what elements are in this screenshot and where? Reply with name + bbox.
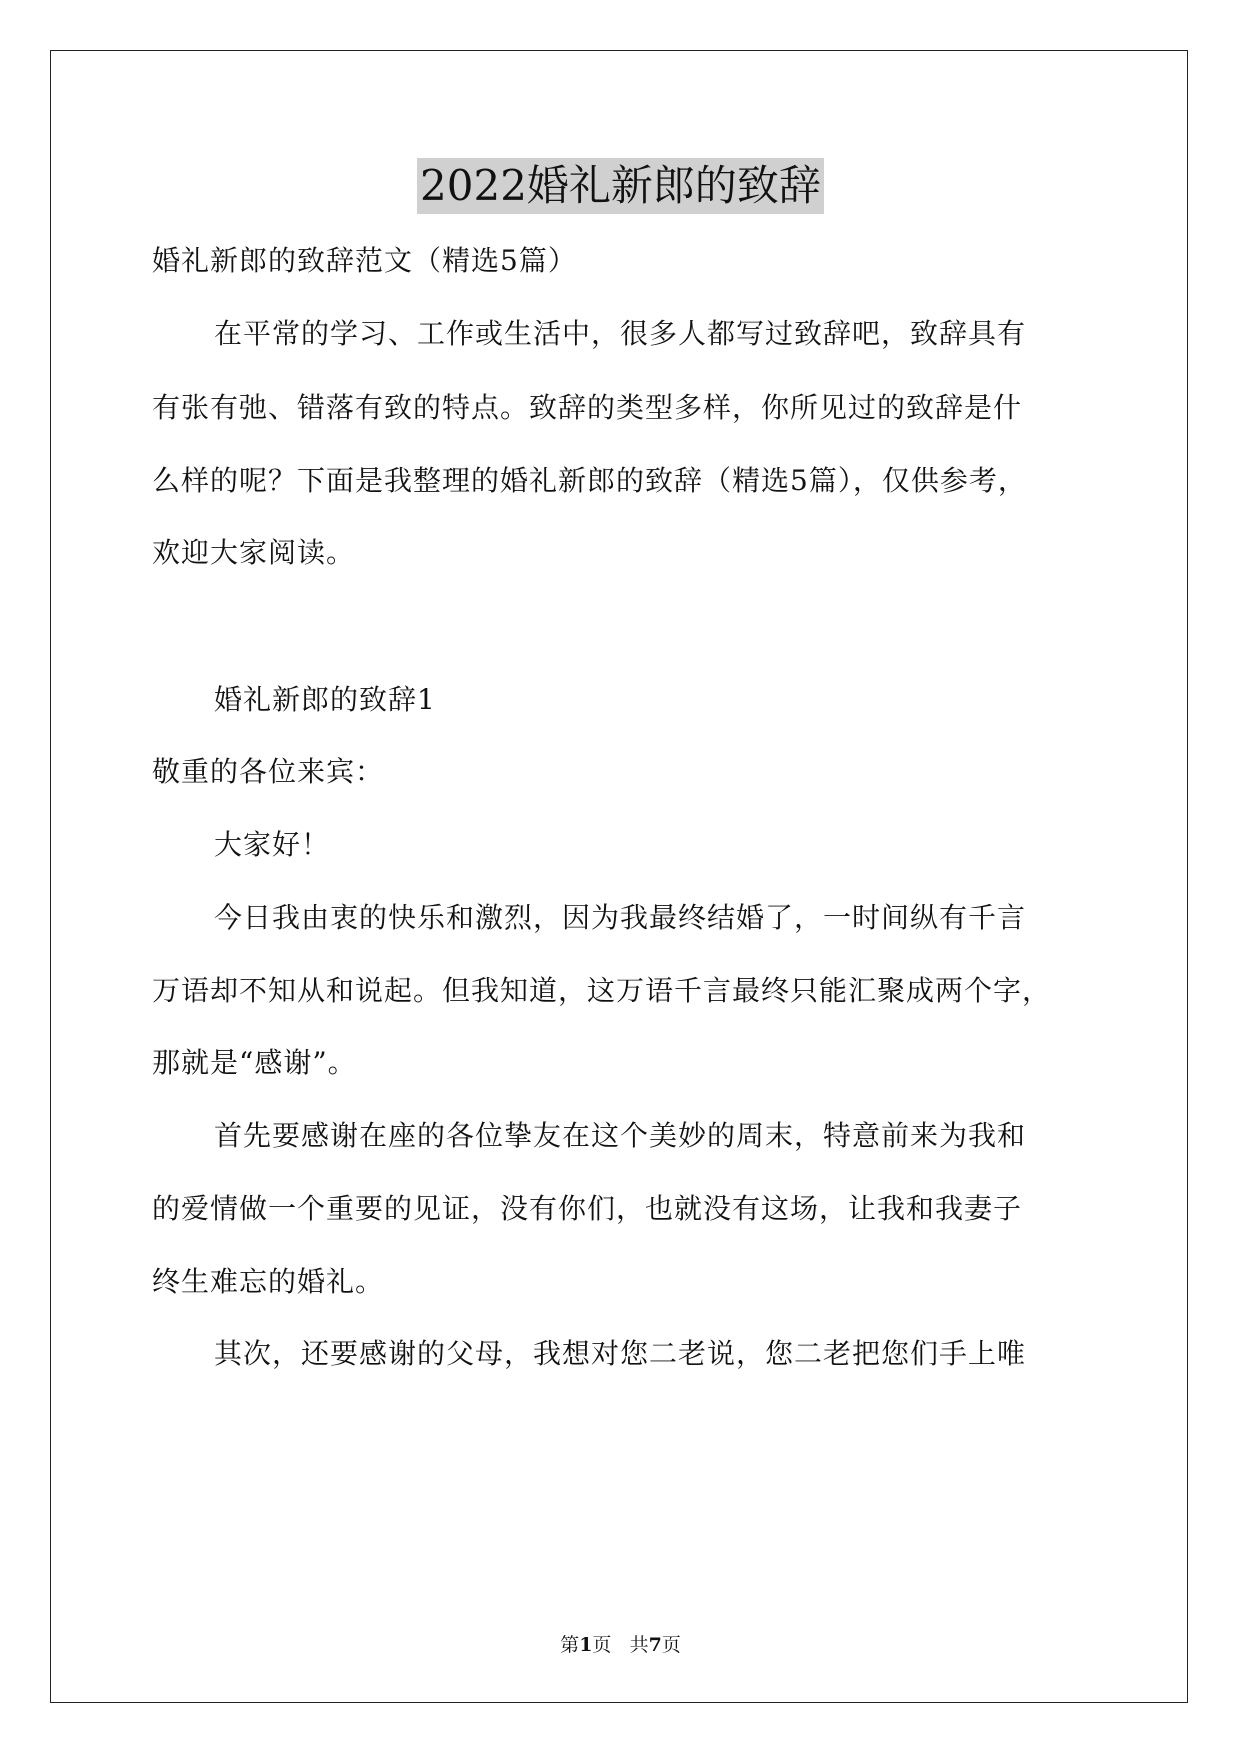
document-title: 2022婚礼新郎的致辞: [417, 158, 824, 214]
section-heading: 婚礼新郎的致辞1: [214, 683, 436, 716]
salutation-line: 敬重的各位来宾：: [152, 755, 385, 788]
total-suffix: 页: [661, 1634, 681, 1656]
paragraph-line: 万语却不知从和说起。但我知道，这万语千言最终只能汇聚成两个字，: [152, 974, 1052, 1007]
page-footer: [0, 1633, 1241, 1657]
paragraph-line: 那就是“感谢”。: [152, 1046, 357, 1079]
paragraph-line: 欢迎大家阅读。: [152, 536, 356, 569]
page-suffix: 页: [592, 1634, 612, 1656]
paragraph-line: 在平常的学习、工作或生活中，很多人都写过致辞吧，致辞具有: [214, 317, 1027, 350]
total-prefix: 共: [629, 1634, 649, 1656]
subtitle-line: 婚礼新郎的致辞范文（精选5篇）: [152, 244, 577, 277]
greeting-line: 大家好！: [214, 828, 331, 861]
paragraph-line: 么样的呢？下面是我整理的婚礼新郎的致辞（精选5篇），仅供参考，: [152, 464, 1027, 497]
paragraph-line: 其次，还要感谢的父母，我想对您二老说，您二老把您们手上唯: [214, 1337, 1027, 1370]
total-pages: 7: [648, 1634, 662, 1656]
page-number: 1: [579, 1634, 593, 1656]
paragraph-line: 的爱情做一个重要的见证，没有你们，也就没有这场，让我和我妻子: [152, 1192, 1023, 1225]
page-prefix: 第: [560, 1634, 580, 1656]
title-block: [0, 158, 1241, 214]
paragraph-line: 有张有弛、错落有致的特点。致辞的类型多样，你所见过的致辞是什: [152, 391, 1023, 424]
paragraph-line: 今日我由衷的快乐和激烈，因为我最终结婚了，一时间纵有千言: [214, 901, 1027, 934]
paragraph-line: 终生难忘的婚礼。: [152, 1265, 385, 1298]
page-border: [50, 50, 1188, 1703]
paragraph-line: 首先要感谢在座的各位挚友在这个美妙的周末，特意前来为我和: [214, 1119, 1027, 1152]
